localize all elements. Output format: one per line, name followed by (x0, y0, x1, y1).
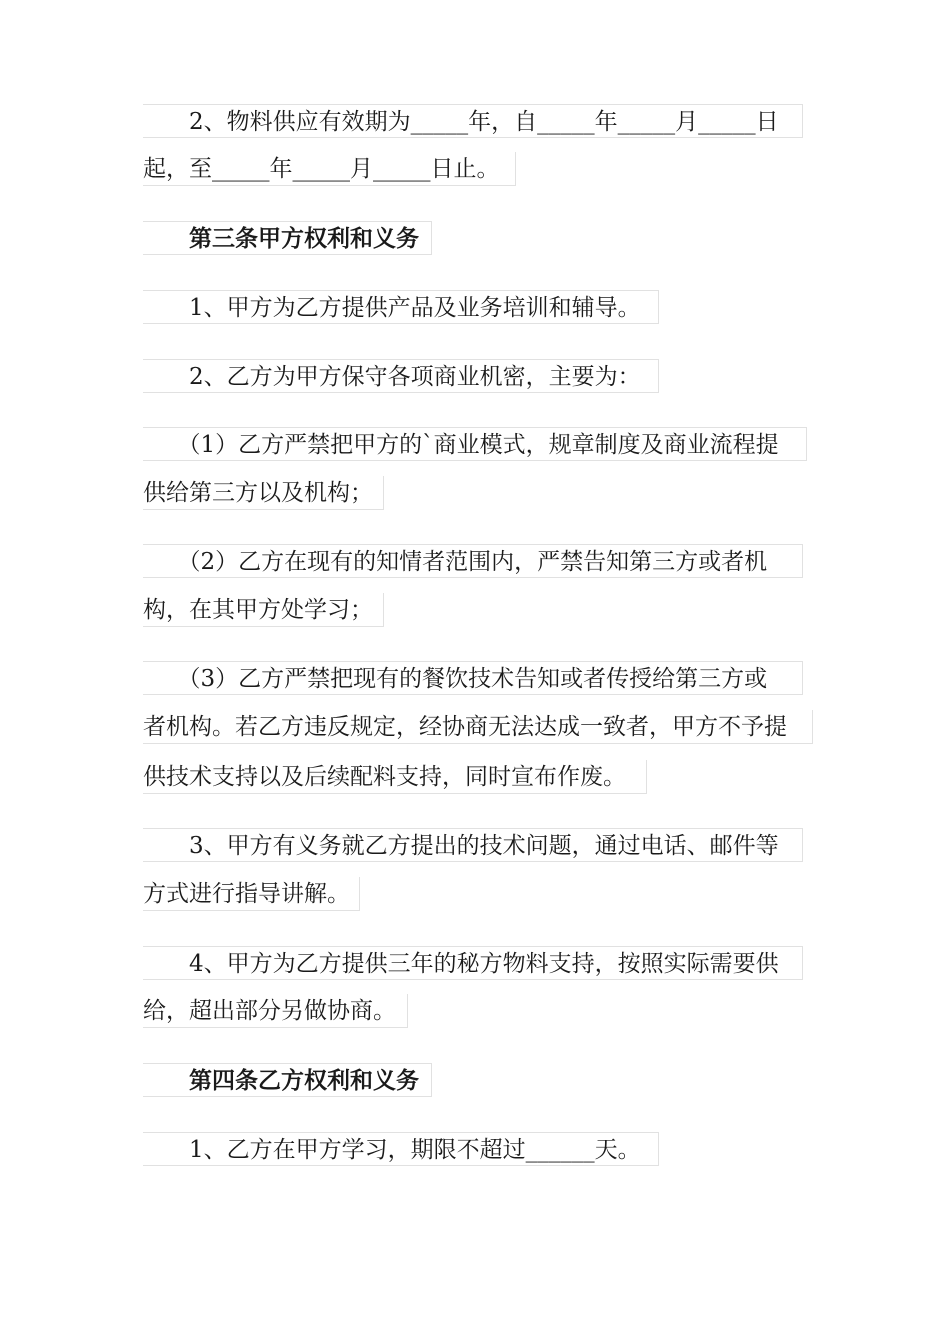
sub-item-3-line-3: 供技术支持以及后续配料支持，同时宣布作废。 (143, 760, 647, 794)
sub-item-1-line-2: 供给第三方以及机构； (143, 476, 384, 510)
party-a-item-3-line-2: 方式进行指导讲解。 (143, 877, 360, 911)
article-4-heading: 第四条乙方权利和义务 (143, 1063, 432, 1097)
sub-item-1-line-1: （1）乙方严禁把甲方的`商业模式，规章制度及商业流程提 (143, 427, 807, 461)
sub-item-2-line-2: 构，在其甲方处学习； (143, 593, 384, 627)
clause-2-validity-line-2: 起，至_____年_____月_____日止。 (143, 152, 516, 186)
party-a-item-1: 1、甲方为乙方提供产品及业务培训和辅导。 (143, 290, 659, 324)
sub-item-2-line-1: （2）乙方在现有的知情者范围内，严禁告知第三方或者机 (143, 544, 803, 578)
party-a-item-4-line-1: 4、甲方为乙方提供三年的秘方物料支持，按照实际需要供 (143, 946, 803, 980)
article-3-heading: 第三条甲方权利和义务 (143, 221, 432, 255)
party-b-item-1: 1、乙方在甲方学习，期限不超过______天。 (143, 1132, 659, 1166)
sub-item-3-line-1: （3）乙方严禁把现有的餐饮技术告知或者传授给第三方或 (143, 661, 803, 695)
clause-2-validity-line-1: 2、物料供应有效期为_____年，自_____年_____月_____日 (143, 104, 803, 138)
party-a-item-2: 2、乙方为甲方保守各项商业机密，主要为： (143, 359, 659, 393)
sub-item-3-line-2: 者机构。若乙方违反规定，经协商无法达成一致者，甲方不予提 (143, 710, 813, 744)
party-a-item-4-line-2: 给，超出部分另做协商。 (143, 994, 408, 1028)
party-a-item-3-line-1: 3、甲方有义务就乙方提出的技术问题，通过电话、邮件等 (143, 828, 803, 862)
